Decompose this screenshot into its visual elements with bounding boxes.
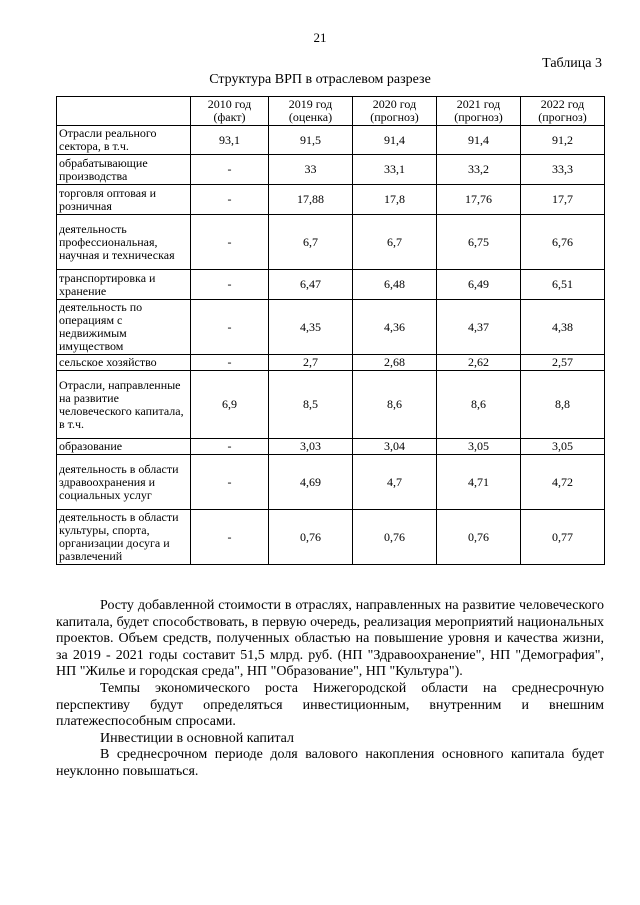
value-cell: 91,4 bbox=[437, 126, 521, 155]
row-label-cell: транспортировка и хранение bbox=[57, 270, 191, 300]
row-label-cell: сельское хозяйство bbox=[57, 355, 191, 371]
page-number: 21 bbox=[313, 30, 327, 45]
value-cell: 8,8 bbox=[521, 371, 605, 439]
value-cell: 8,6 bbox=[437, 371, 521, 439]
value-cell: 6,48 bbox=[353, 270, 437, 300]
value-cell: 17,88 bbox=[269, 185, 353, 215]
row-label-cell: деятельность в области культуры, спорта, организации досуга и развлечений bbox=[57, 510, 191, 565]
table-row bbox=[57, 371, 605, 439]
value-cell: 3,03 bbox=[269, 439, 353, 455]
value-cell: 3,05 bbox=[521, 439, 605, 455]
value-cell: 6,76 bbox=[521, 215, 605, 270]
paragraph: В среднесрочном периоде доля валового накопления основного капитала будет неуклонно повышаться. bbox=[56, 747, 604, 779]
section-heading: Инвестиции в основной капитал bbox=[100, 730, 294, 746]
row-label-cell: торговля оптовая и розничная bbox=[57, 185, 191, 215]
value-cell: 6,51 bbox=[521, 270, 605, 300]
table-row bbox=[57, 300, 605, 355]
value-cell: 4,7 bbox=[353, 455, 437, 510]
table-row bbox=[57, 155, 605, 185]
value-cell: 4,37 bbox=[437, 300, 521, 355]
value-cell: 0,76 bbox=[269, 510, 353, 565]
value-cell: 0,77 bbox=[521, 510, 605, 565]
table-row bbox=[57, 510, 605, 565]
value-cell: - bbox=[191, 510, 269, 565]
table-row bbox=[57, 439, 605, 455]
value-cell: 2,7 bbox=[269, 355, 353, 371]
value-cell: - bbox=[191, 439, 269, 455]
value-cell: 93,1 bbox=[191, 126, 269, 155]
table-title: Структура ВРП в отраслевом разрезе bbox=[209, 72, 431, 87]
header-cell: 2020 год (прогноз) bbox=[353, 97, 437, 126]
header-cell: 2022 год (прогноз) bbox=[521, 97, 605, 126]
table-label: Таблица 3 bbox=[542, 56, 602, 71]
value-cell: 2,62 bbox=[437, 355, 521, 371]
value-cell: 4,35 bbox=[269, 300, 353, 355]
value-cell: 4,72 bbox=[521, 455, 605, 510]
value-cell: 2,57 bbox=[521, 355, 605, 371]
row-label-cell: Отрасли реального сектора, в т.ч. bbox=[57, 126, 191, 155]
table-row bbox=[57, 215, 605, 270]
value-cell: 91,5 bbox=[269, 126, 353, 155]
table-row bbox=[57, 270, 605, 300]
value-cell: 33,2 bbox=[437, 155, 521, 185]
value-cell: 4,69 bbox=[269, 455, 353, 510]
header-cell: 2019 год (оценка) bbox=[269, 97, 353, 126]
value-cell: 6,7 bbox=[353, 215, 437, 270]
value-cell: 3,05 bbox=[437, 439, 521, 455]
value-cell: 17,8 bbox=[353, 185, 437, 215]
value-cell: 33,1 bbox=[353, 155, 437, 185]
value-cell: 91,2 bbox=[521, 126, 605, 155]
value-cell: 17,76 bbox=[437, 185, 521, 215]
row-label-cell: обрабатывающие производства bbox=[57, 155, 191, 185]
paragraph: Темпы экономического роста Нижегородской области на среднесрочную перспективу будут определяться инвестиционным, внутренним и внешним платежеспособным спросами. bbox=[56, 680, 604, 730]
value-cell: 33,3 bbox=[521, 155, 605, 185]
value-cell: 0,76 bbox=[437, 510, 521, 565]
paragraph: Росту добавленной стоимости в отраслях, направленных на развитие человеческого капитала, будет способствовать, в первую очередь, реализация мероприятий национальных проектов. Объем средств, полученных областью на повышение уровня и качества жизни, за 2019 - 2021 годы составит 51,5 млрд. руб. (НП "Здравоохранение", НП "Демография", НП "Жилье и городская среда", НП "Образование", НП "Культура"). bbox=[56, 598, 604, 680]
value-cell: 33 bbox=[269, 155, 353, 185]
header-cell: 2010 год (факт) bbox=[191, 97, 269, 126]
body-text bbox=[56, 598, 604, 781]
value-cell: 2,68 bbox=[353, 355, 437, 371]
value-cell: 6,9 bbox=[191, 371, 269, 439]
header-cell bbox=[57, 97, 191, 126]
value-cell: 17,7 bbox=[521, 185, 605, 215]
table-row bbox=[57, 185, 605, 215]
value-cell: 8,6 bbox=[353, 371, 437, 439]
row-label-cell: Отрасли, направленные на развитие человеческого капитала, в т.ч. bbox=[57, 371, 191, 439]
row-label-cell: деятельность профессиональная, научная и техническая bbox=[57, 215, 191, 270]
value-cell: 6,49 bbox=[437, 270, 521, 300]
row-label-cell: деятельность по операциям с недвижимым имуществом bbox=[57, 300, 191, 355]
value-cell: 4,71 bbox=[437, 455, 521, 510]
value-cell: - bbox=[191, 155, 269, 185]
value-cell: - bbox=[191, 185, 269, 215]
table-row bbox=[57, 126, 605, 155]
value-cell: 6,75 bbox=[437, 215, 521, 270]
table-row bbox=[57, 455, 605, 510]
table-header-row bbox=[57, 97, 605, 126]
value-cell: 6,47 bbox=[269, 270, 353, 300]
value-cell: 91,4 bbox=[353, 126, 437, 155]
value-cell: 8,5 bbox=[269, 371, 353, 439]
value-cell: - bbox=[191, 215, 269, 270]
value-cell: 6,7 bbox=[269, 215, 353, 270]
row-label-cell: образование bbox=[57, 439, 191, 455]
value-cell: - bbox=[191, 455, 269, 510]
value-cell: - bbox=[191, 270, 269, 300]
value-cell: - bbox=[191, 355, 269, 371]
row-label-cell: деятельность в области здравоохранения и социальных услуг bbox=[57, 455, 191, 510]
header-cell: 2021 год (прогноз) bbox=[437, 97, 521, 126]
value-cell: 3,04 bbox=[353, 439, 437, 455]
value-cell: 0,76 bbox=[353, 510, 437, 565]
value-cell: 4,36 bbox=[353, 300, 437, 355]
value-cell: 4,38 bbox=[521, 300, 605, 355]
value-cell: - bbox=[191, 300, 269, 355]
table-row bbox=[57, 355, 605, 371]
grp-structure-table bbox=[56, 96, 605, 565]
